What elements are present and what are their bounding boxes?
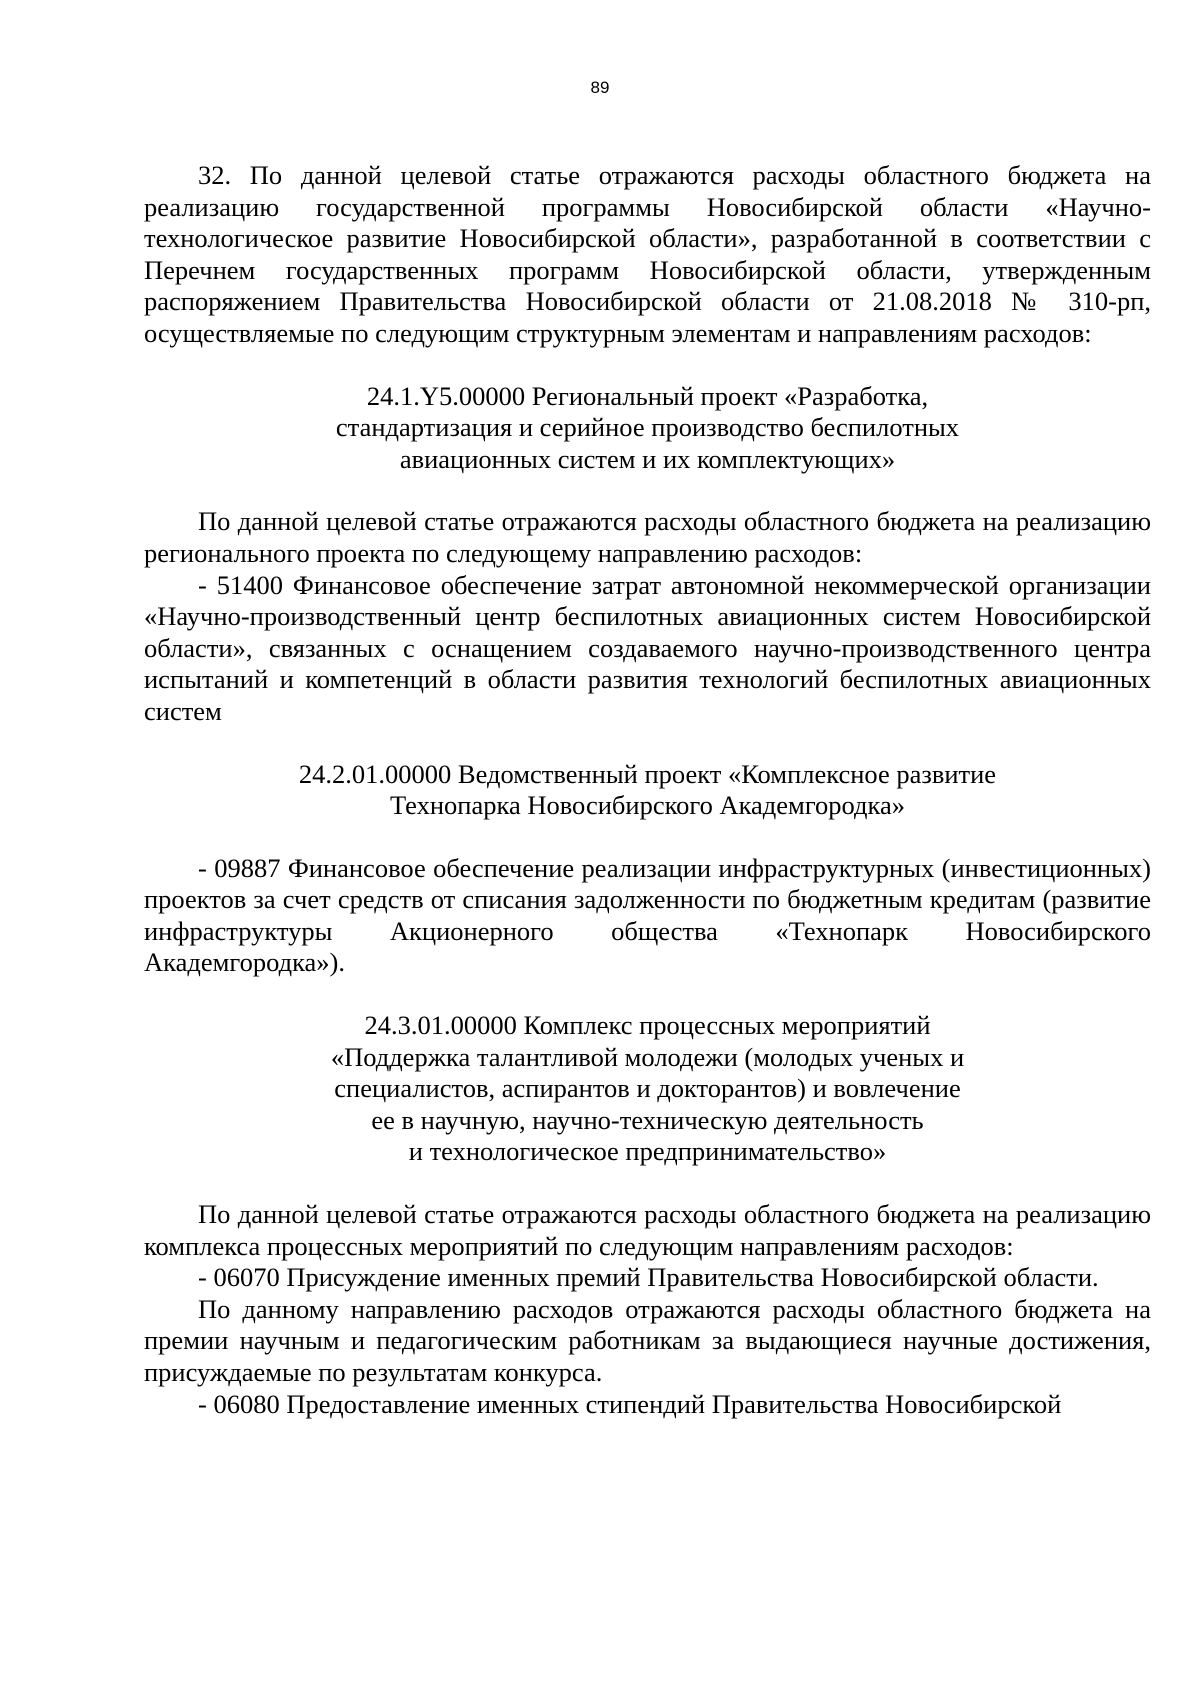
section-heading-regional-project — [144, 381, 1151, 476]
heading-line: специалистов, аспирантов и докторантов) и вовлечение — [334, 1073, 961, 1104]
heading-line: и технологическое предпринимательство» — [408, 1136, 887, 1167]
section1-paragraph: По данной целевой статье отражаются расходы областного бюджета на реализацию регионального проекта по следующему направлению расходов: — [144, 506, 1151, 568]
heading-line: авиационных систем и их комплектующих» — [399, 443, 896, 474]
heading-line: «Поддержка талантливой молодежи (молодых ученых и — [330, 1041, 965, 1072]
page-number: 89 — [590, 78, 610, 97]
heading-line: 24.1.Y5.00000 Региональный проект «Разработка, — [366, 380, 929, 411]
section2-item-09887: - 09887 Финансовое обеспечение реализации инфраструктурных (инвестиционных) проектов за счет средств от списания задолженности по бюджетным кредитам (развитие инфраструктуры Акционерного общества «Технопарк Новосибирского Академгородка»). — [144, 852, 1151, 978]
intro-paragraph: 32. По данной целевой статье отражаются расходы областного бюджета на реализацию государственной программы Новосибирской области «Научно-технологическое развитие Новосибирской области», разработанной в соответствии с Перечнем государственных программ Новосибирской области, утвержденным распоряжением Правительства Новосибирской области от 21.08.2018 № 310-рп, осуществляемые по следующим структурным элементам и направлениям расходов: — [144, 160, 1151, 348]
section-heading-departmental-project — [144, 759, 1151, 822]
document-body — [144, 160, 1151, 1420]
section1-item-51400: - 51400 Финансовое обеспечение затрат автономной некоммерческой организации «Научно-производственный центр беспилотных авиационных систем Новосибирской области», связанных с оснащением создаваемого научно-производственного центра испытаний и компетенций в области развития технологий беспилотных авиационных систем — [144, 569, 1151, 726]
heading-line: 24.2.01.00000 Ведомственный проект «Комплексное развитие — [298, 758, 997, 789]
heading-line: ее в научную, научно-техническую деятельность — [371, 1104, 924, 1135]
heading-line: Технопарка Новосибирского Академгородка» — [390, 790, 905, 821]
heading-line: 24.3.01.00000 Комплекс процессных мероприятий — [364, 1010, 931, 1041]
section3-item-06070: - 06070 Присуждение именных премий Правительства Новосибирской области. — [198, 1262, 1099, 1293]
heading-line: стандартизация и серийное производство беспилотных — [335, 412, 960, 443]
section3-item-06070-description: По данному направлению расходов отражаются расходы областного бюджета на премии научным и педагогическим работникам за выдающиеся научные достижения, присуждаемые по результатам конкурса. — [144, 1293, 1151, 1387]
section-heading-process-complex — [144, 1010, 1151, 1168]
section3-paragraph: По данной целевой статье отражаются расходы областного бюджета на реализацию комплекса процессных мероприятий по следующим направлениям расходов: — [144, 1199, 1151, 1261]
section3-item-06080: - 06080 Предоставление именных стипендий Правительства Новосибирской — [198, 1388, 1062, 1419]
